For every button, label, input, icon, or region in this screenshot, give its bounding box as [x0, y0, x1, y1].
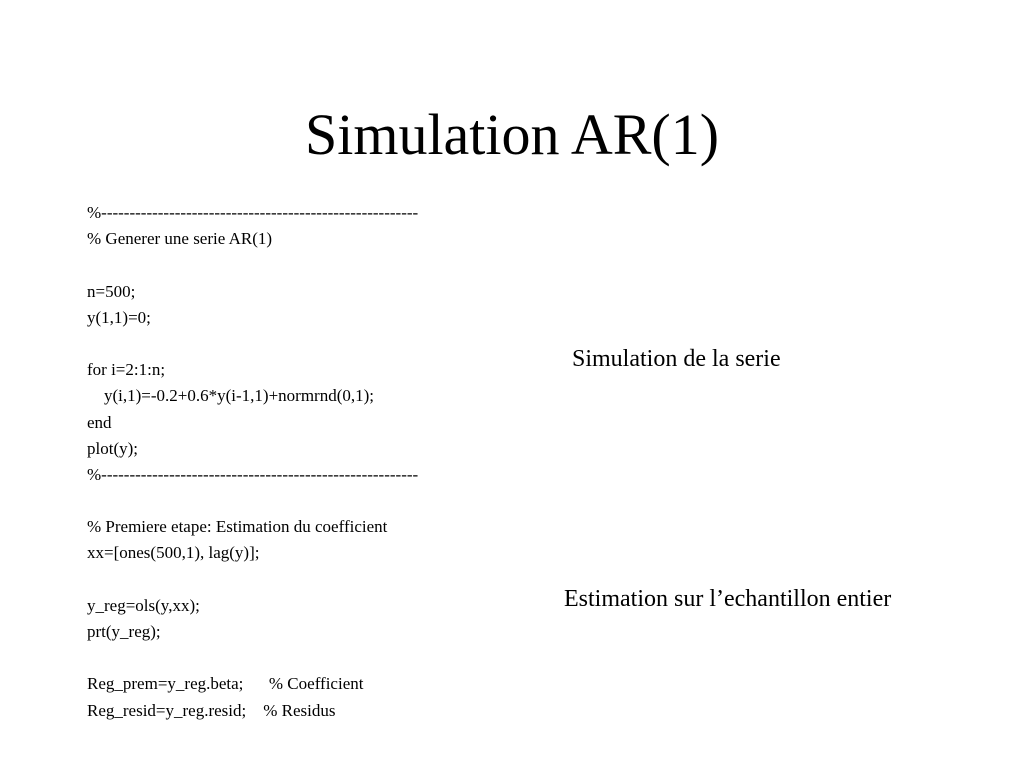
code-line: y(i,1)=-0.2+0.6*y(i-1,1)+normrnd(0,1); — [87, 386, 375, 406]
code-line — [87, 331, 537, 357]
code-line: end — [87, 412, 112, 432]
code-line: %-------------------------------------------------------- — [87, 203, 419, 222]
code-line — [87, 488, 537, 514]
code-line: n=500; — [87, 281, 136, 301]
code-line: xx=[ones(500,1), lag(y)]; — [87, 543, 260, 563]
code-line: y(1,1)=0; — [87, 307, 151, 327]
code-line: y_reg=ols(y,xx); — [87, 595, 200, 615]
code-line — [87, 645, 537, 671]
code-line: prt(y_reg); — [87, 622, 161, 641]
slide-title: Simulation AR(1) — [304, 102, 720, 167]
code-line: Reg_prem=y_reg.beta; % Coefficient — [87, 674, 364, 694]
simulation-note: Simulation de la serie — [572, 346, 781, 372]
code-line: % Generer une serie AR(1) — [87, 229, 273, 249]
code-line: Reg_resid=y_reg.resid; % Residus — [87, 700, 336, 720]
estimation-note: Estimation sur l’echantillon entier — [564, 586, 892, 612]
code-line: plot(y); — [87, 438, 138, 458]
code-line — [87, 567, 537, 593]
code-block — [87, 200, 537, 724]
code-line: % Premiere etape: Estimation du coefficient — [87, 517, 388, 537]
code-line: %-------------------------------------------------------- — [87, 464, 419, 484]
code-line: for i=2:1:n; — [87, 360, 166, 380]
code-line — [87, 252, 537, 278]
